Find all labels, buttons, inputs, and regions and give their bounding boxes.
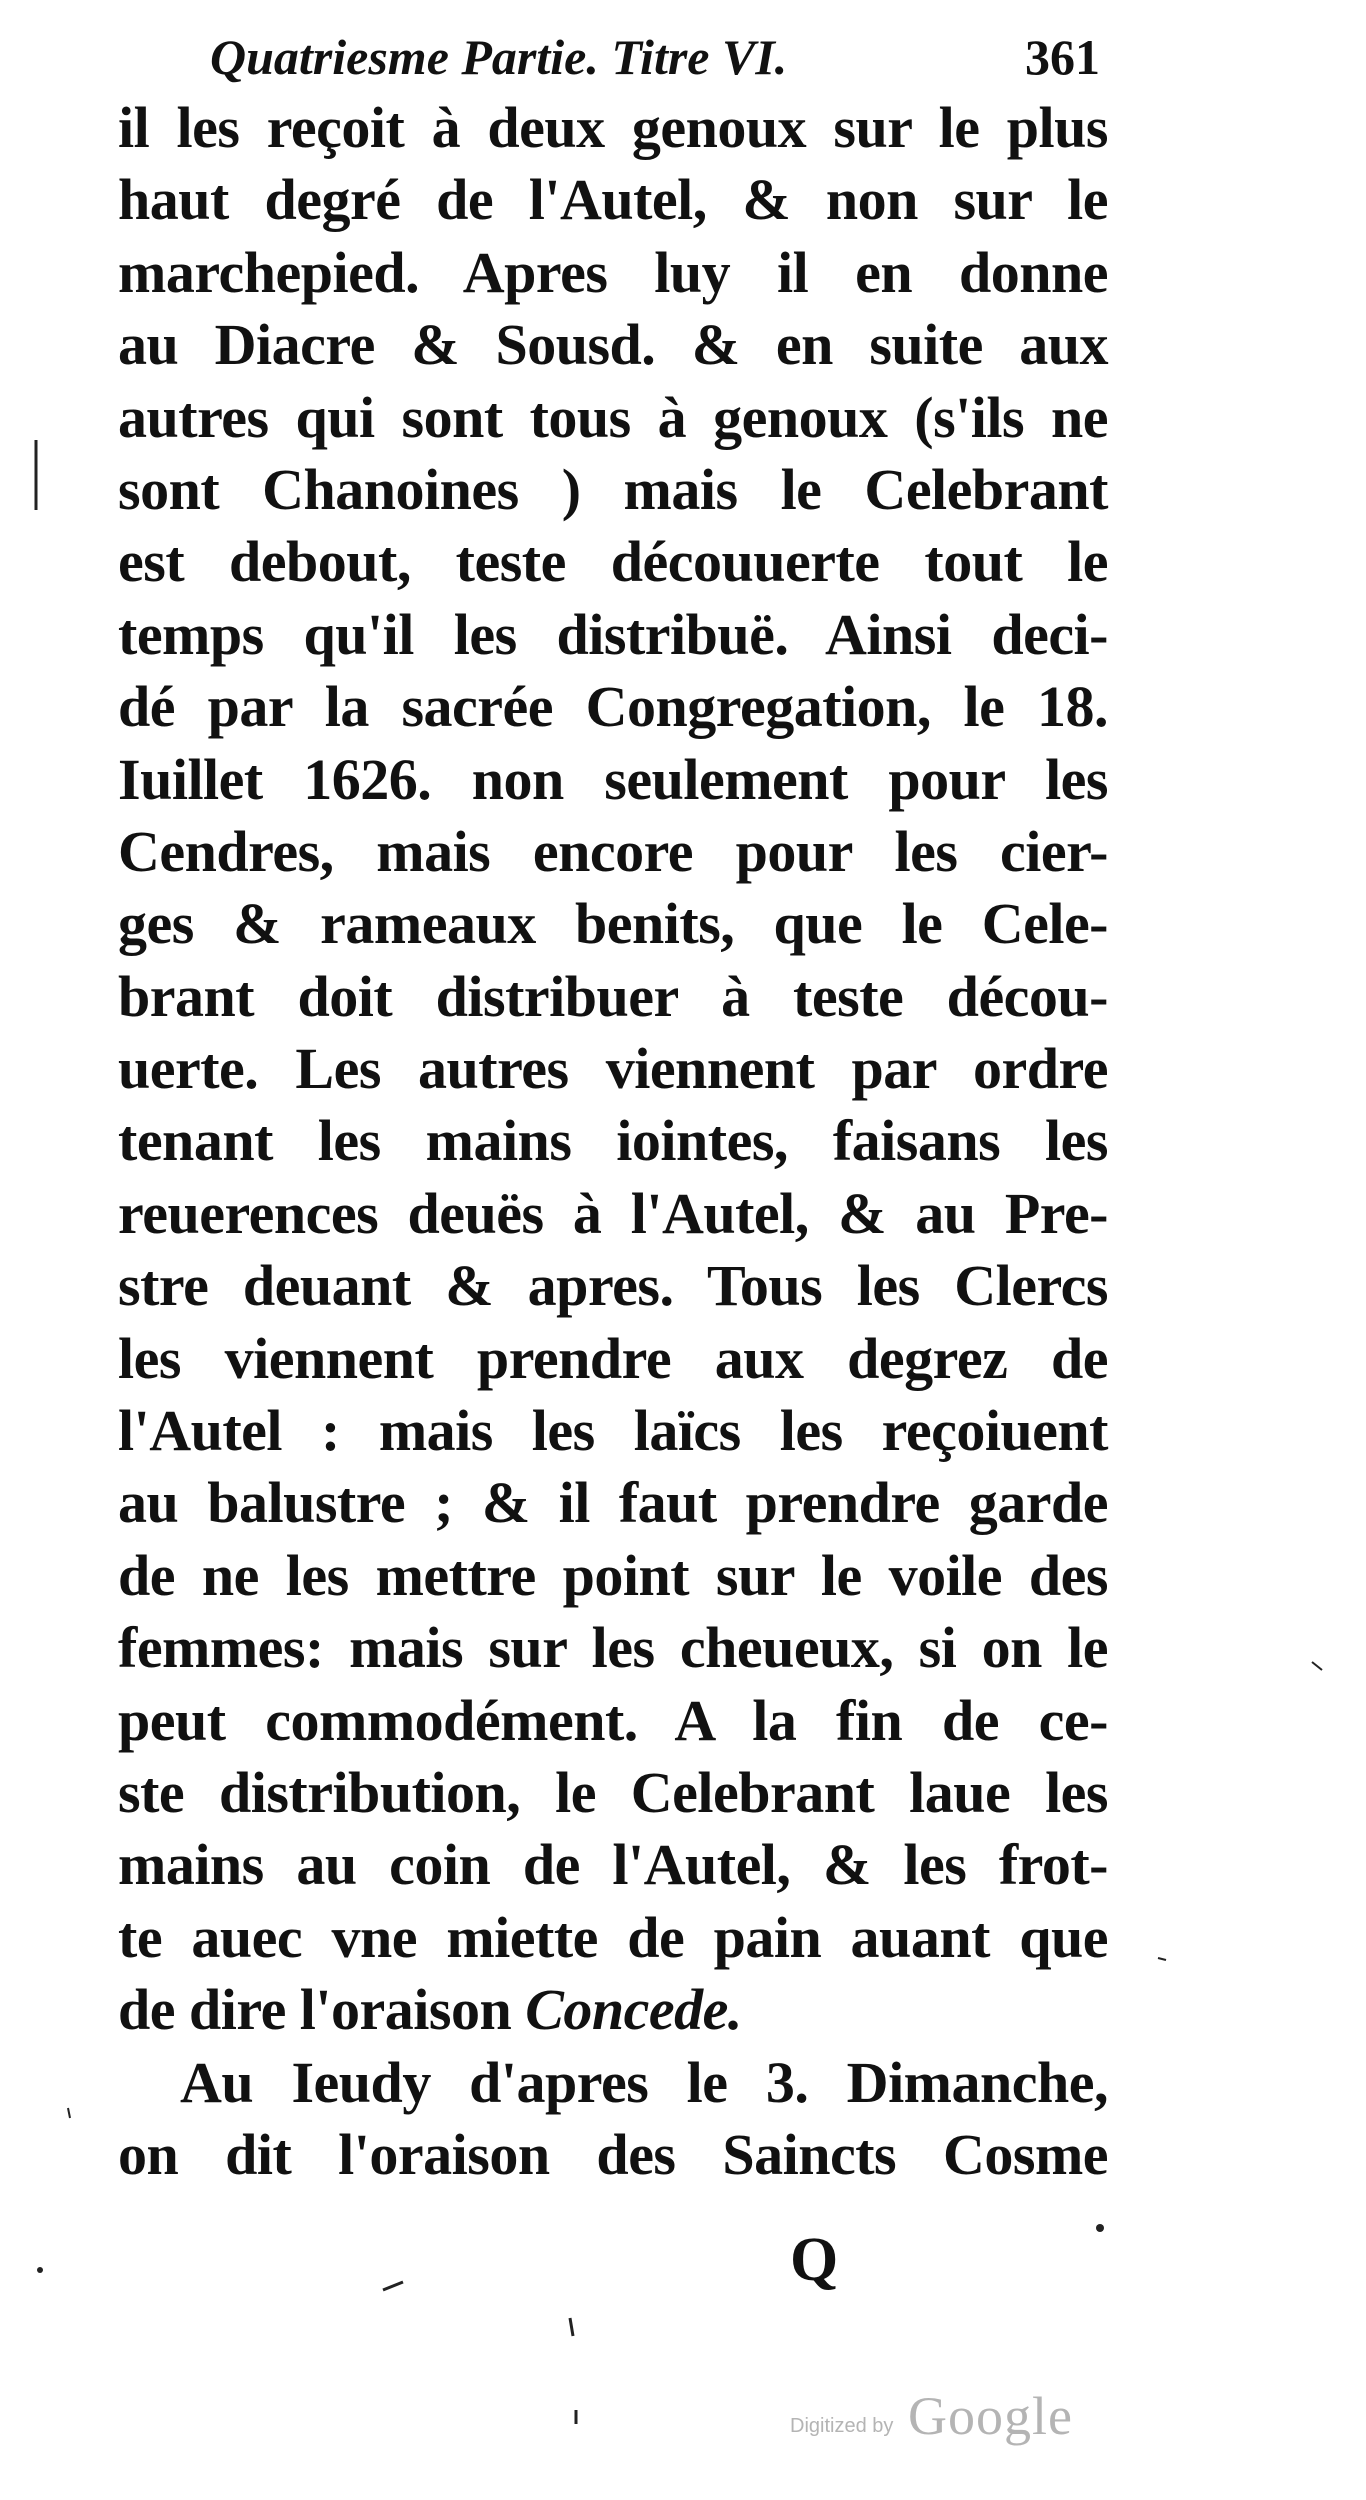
text-line: mains au coin de l'Autel, & les frot-: [118, 1832, 1108, 1898]
text-line: on dit l'oraison des Saincts Cosme: [118, 2121, 1108, 2187]
scan-speck: [1096, 2224, 1104, 2232]
running-head: [210, 22, 1100, 92]
text-line: au balustre ; & il faut prendre garde: [118, 1470, 1108, 1536]
text-line: les viennent prendre aux degrez de: [118, 1325, 1108, 1391]
signature-mark: Q: [790, 2226, 839, 2294]
scan-speck: [37, 2267, 43, 2273]
text-line: tenant les mains iointes, faisans les: [118, 1108, 1108, 1174]
text-line: te auec vne miette de pain auant que: [118, 1904, 1108, 1970]
text-line: haut degré de l'Autel, & non sur le: [118, 167, 1108, 233]
text-line: Cendres, mais encore pour les cier-: [118, 818, 1108, 884]
text-line: stre deuant & apres. Tous les Clercs: [118, 1253, 1108, 1319]
prayer-title: Concede.: [525, 1977, 742, 2043]
paragraph-start-line: Au Ieudy d'apres le 3. Dimanche,: [180, 2049, 1108, 2115]
text-line: femmes: mais sur les cheueux, si on le: [118, 1615, 1108, 1681]
text-line: il les reçoit à deux genoux sur le plus: [118, 95, 1108, 160]
text-line: au Diacre & Sousd. & en suite aux: [118, 312, 1108, 378]
text-line: sont Chanoines ) mais le Celebrant: [118, 456, 1108, 522]
text-line: Iuillet 1626. non seulement pour les: [118, 746, 1108, 812]
scan-speck: [68, 2108, 70, 2118]
text-line: est debout, teste découuerte tout le: [118, 529, 1108, 595]
line-text: de dire l'oraison: [118, 1977, 526, 2043]
text-line: temps qu'il les distribuë. Ainsi deci-: [118, 601, 1108, 667]
scan-speck: [570, 2318, 573, 2336]
running-head-title: Quatriesme Partie. Titre VI.: [210, 29, 788, 85]
text-line: dé par la sacrée Congregation, le 18.: [118, 674, 1108, 740]
text-line: autres qui sont tous à genoux (s'ils ne: [118, 384, 1108, 450]
text-line: l'Autel : mais les laïcs les reçoiuent: [118, 1398, 1108, 1464]
text-line: marchepied. Apres luy il en donne: [118, 239, 1108, 305]
body-text: [118, 92, 1108, 2191]
scan-speck: [1312, 1662, 1322, 1670]
text-line: reuerences deuës à l'Autel, & au Pre-: [118, 1180, 1108, 1246]
text-line: ste distribution, le Celebrant laue les: [118, 1759, 1108, 1825]
watermark-prefix: Digitized by: [790, 2415, 894, 2437]
text-line: ges & rameaux benits, que le Cele-: [118, 891, 1108, 957]
scan-speck: [1158, 1958, 1166, 1960]
text-line: uerte. Les autres viennent par ordre: [118, 1036, 1108, 1102]
digitized-by-google-watermark: [790, 2385, 1090, 2455]
page-number: 361: [1025, 29, 1100, 85]
scan-speck: [383, 2282, 403, 2290]
google-logo: Google: [908, 2386, 1073, 2446]
text-line: brant doit distribuer à teste décou-: [118, 963, 1108, 1029]
text-line: peut commodément. A la fin de ce-: [118, 1687, 1108, 1753]
text-line: de ne les mettre point sur le voile des: [118, 1542, 1108, 1608]
paragraph-end-line: [118, 1974, 1108, 2046]
